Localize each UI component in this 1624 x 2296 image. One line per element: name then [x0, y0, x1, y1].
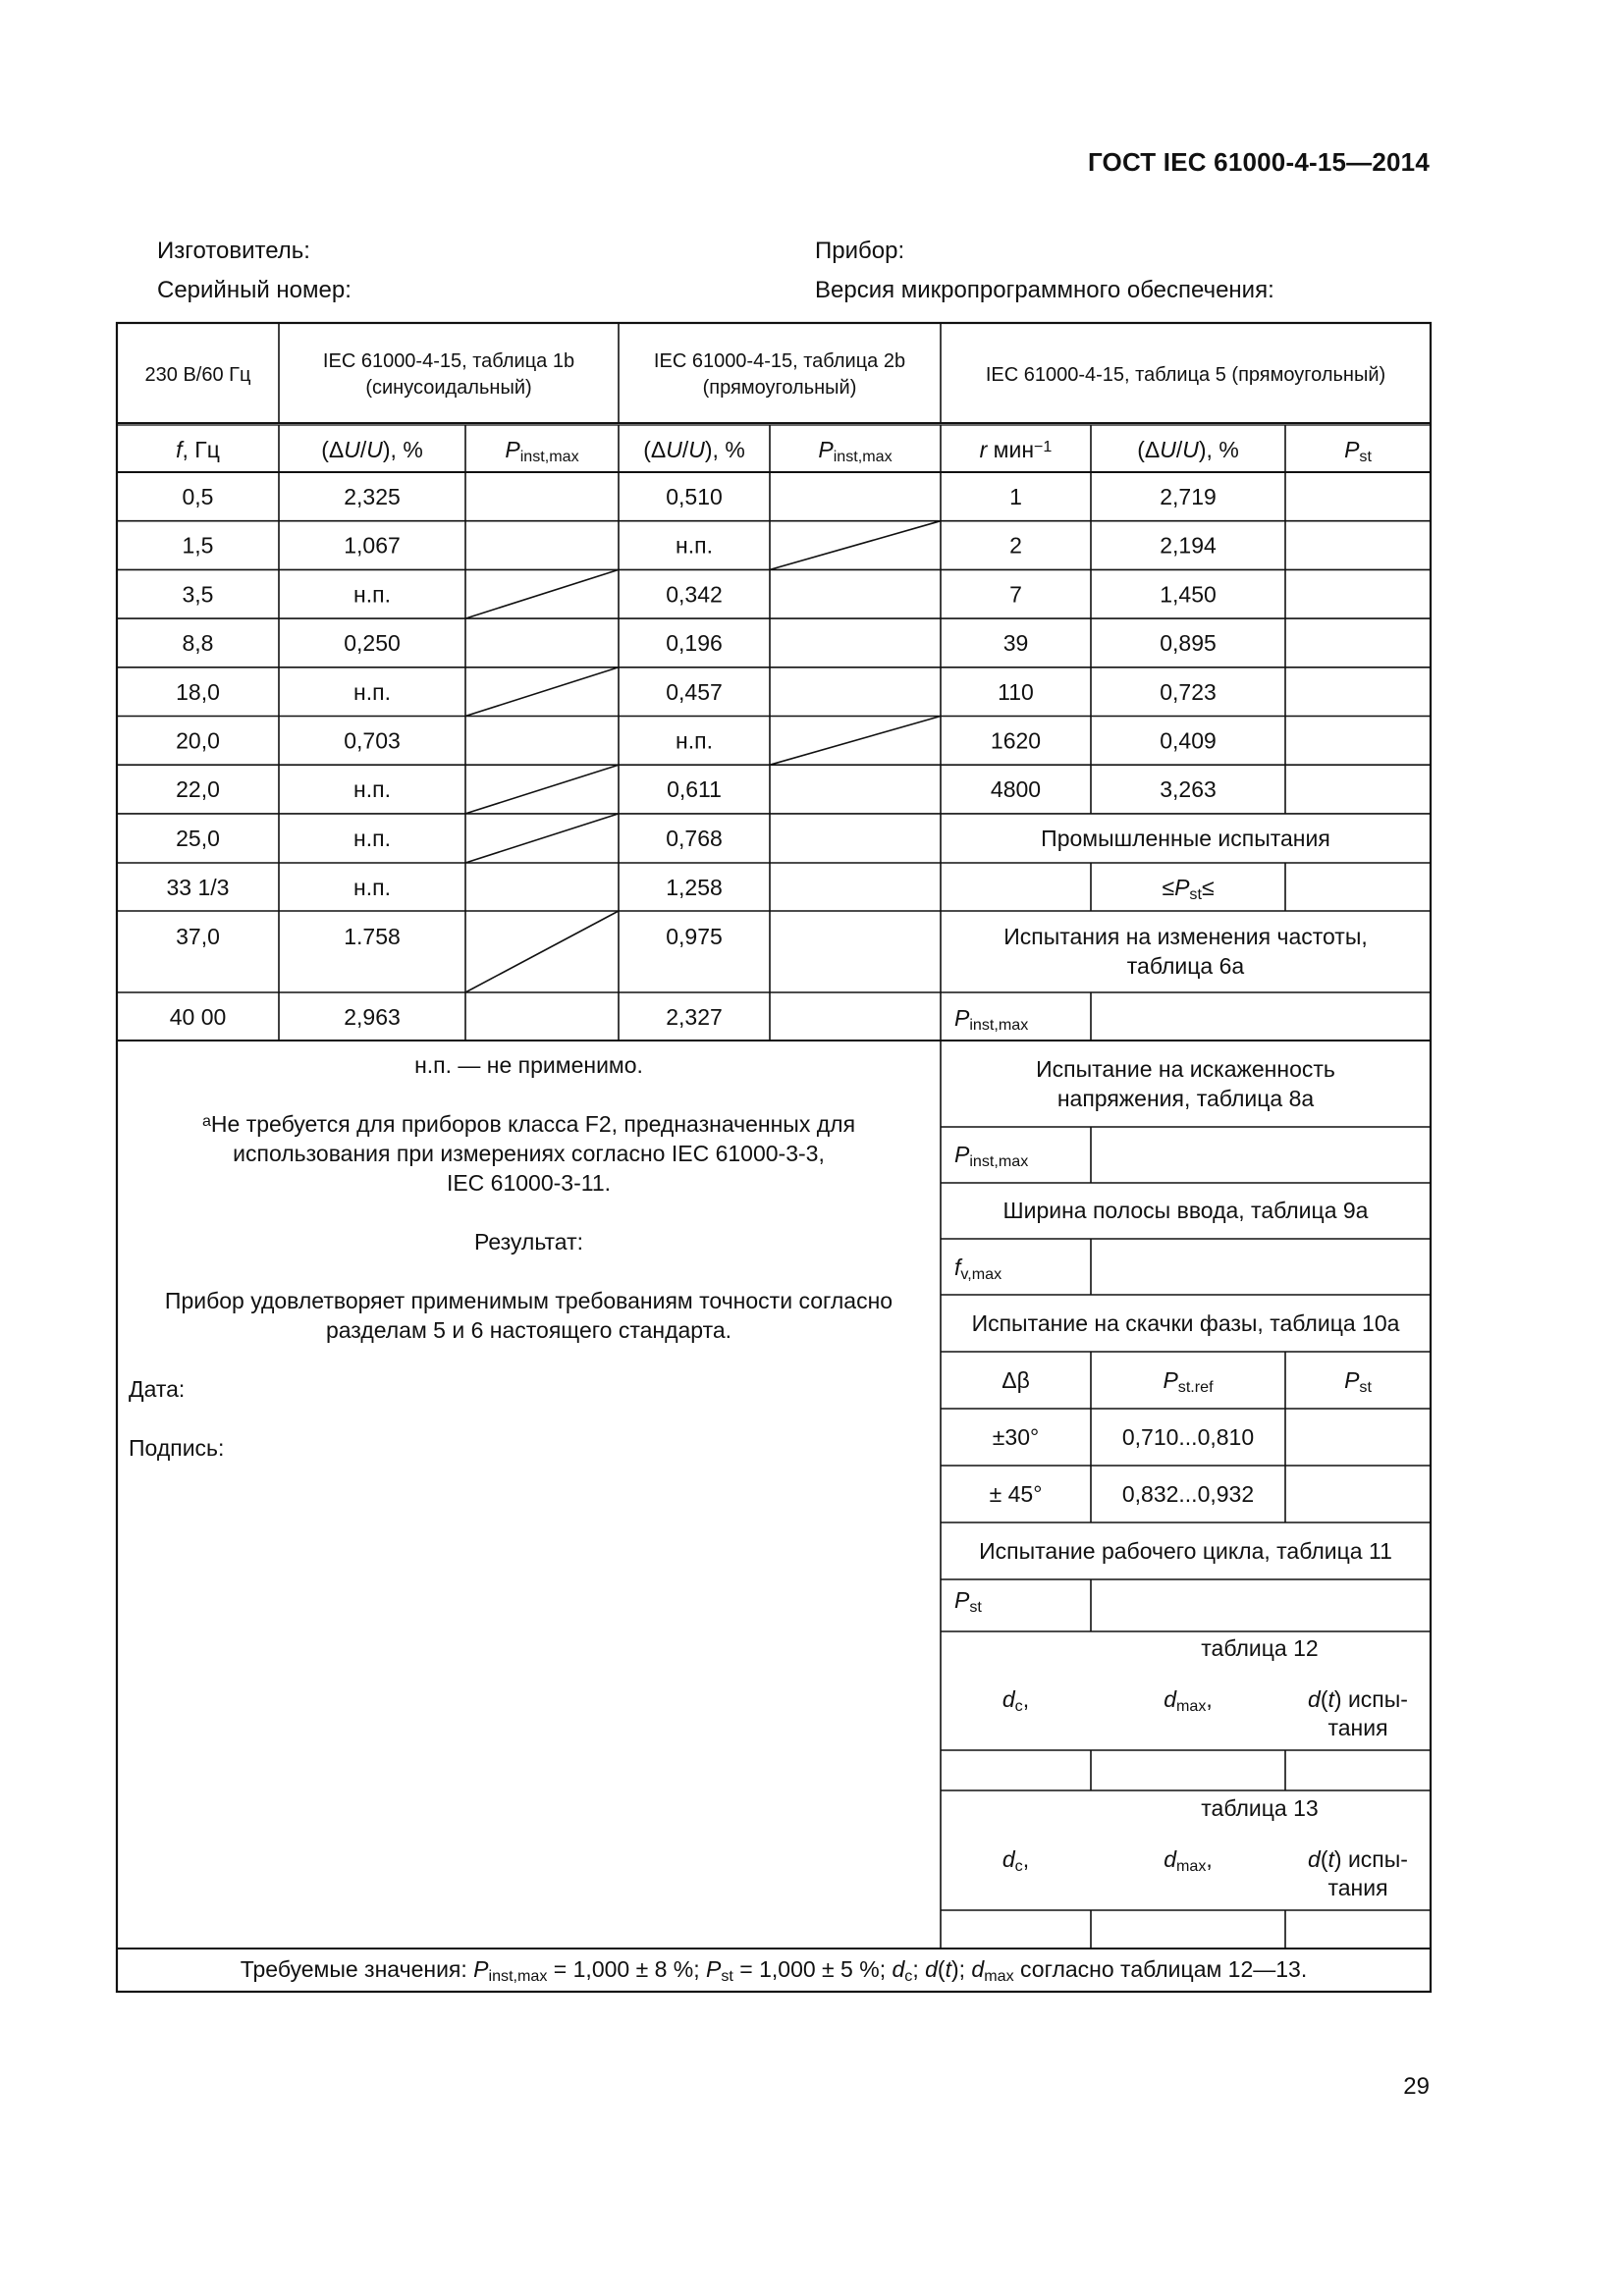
cell-rate: 110 — [998, 678, 1034, 705]
cell-du-2b: 2,327 — [666, 1004, 723, 1030]
serial-number-label: Серийный номер: — [157, 277, 352, 303]
result-label: Результат: — [474, 1229, 583, 1255]
freq-change-table: таблица 6а — [1126, 953, 1245, 979]
table-texts — [129, 350, 1408, 1985]
distortion-label: Испытание на искаженность — [1036, 1056, 1335, 1082]
cell-rate: 4800 — [990, 776, 1042, 803]
cell-rate: 1620 — [990, 727, 1042, 754]
cell-du-5: 1,450 — [1160, 581, 1217, 608]
distortion-pinst: Pinst,max — [954, 1142, 1029, 1171]
phase-angle: ± 45° — [989, 1481, 1043, 1507]
duty-cycle-label: Испытание рабочего цикла, таблица 11 — [979, 1538, 1392, 1564]
not-applicable-strike — [465, 911, 619, 992]
table-13-label: таблица 13 — [1201, 1795, 1319, 1821]
cell-rate: 2 — [1009, 532, 1022, 559]
not-applicable-strike — [465, 667, 619, 717]
note-not-applicable: н.п. — не применимо. — [414, 1052, 643, 1078]
page-number: 29 — [1403, 2073, 1430, 2100]
cell-frequency: 25,0 — [176, 825, 220, 851]
col-pinst-1b: Pinst,max — [505, 437, 579, 466]
dt-label-line-2: тания — [1327, 1715, 1388, 1740]
footnote-line-2: использования при измерениях согласно IEC 61000-3-3, — [233, 1141, 825, 1166]
cell-rate: 7 — [1009, 581, 1022, 608]
required-values-footer: Требуемые значения: Pinst,max = 1,000 ± 8 %; Pst = 1,000 ± 5 %; dc; d(t); dmax согласно таблицам 12—13. — [240, 1956, 1308, 1986]
cell-du-1b: 0,703 — [344, 727, 401, 754]
date-label: Дата: — [129, 1376, 186, 1402]
col-frequency: f, Гц — [176, 437, 220, 462]
table-2b-subtitle: (прямоугольный) — [702, 377, 857, 399]
bandwidth-fv: fv,max — [954, 1255, 1002, 1284]
not-applicable-strike — [465, 765, 619, 814]
cell-frequency: 18,0 — [176, 678, 220, 705]
cell-du-2b: 1,258 — [666, 875, 723, 900]
cell-du-2b: 0,342 — [666, 581, 723, 608]
not-applicable-strike — [465, 569, 619, 618]
phase-jump-label: Испытание на скачки фазы, таблица 10а — [971, 1310, 1400, 1336]
cell-du-1b: н.п. — [353, 875, 391, 900]
cell-frequency: 3,5 — [182, 581, 214, 608]
cell-frequency: 8,8 — [182, 630, 214, 657]
cell-frequency: 33 1/3 — [166, 875, 230, 900]
col-pinst-2b: Pinst,max — [818, 437, 893, 466]
phase-ref-range: 0,710...0,810 — [1121, 1424, 1255, 1450]
cell-du-1b: 2,325 — [344, 484, 401, 509]
cell-du-1b: н.п. — [353, 776, 391, 803]
cell-du-1b: 1,067 — [344, 532, 401, 559]
cell-du-1b: н.п. — [353, 581, 391, 608]
cell-du-5: 0,895 — [1160, 630, 1217, 657]
table-2b-title: IEC 61000-4-15, таблица 2b — [653, 350, 906, 372]
cell-du-1b: 1.758 — [344, 924, 401, 949]
dt-label: d(t) испы- — [1308, 1686, 1408, 1712]
col-du-2b: (ΔU/U), % — [643, 437, 745, 462]
phase-angle: ±30° — [992, 1424, 1040, 1450]
cell-du-2b: 0,457 — [666, 678, 723, 705]
cell-du-1b: 0,250 — [344, 630, 401, 657]
col-pst-5: Pst — [1344, 437, 1372, 466]
col-du-5: (ΔU/U), % — [1137, 437, 1239, 462]
footnote-line-3: IEC 61000-3-11. — [446, 1170, 612, 1196]
table-1b-title: IEC 61000-4-15, таблица 1b — [322, 350, 575, 372]
firmware-version-label: Версия микропрограммного обеспечения: — [815, 277, 1274, 303]
cell-frequency: 20,0 — [176, 727, 220, 754]
cell-du-2b: 0,196 — [666, 630, 723, 657]
col-du-1b: (ΔU/U), % — [321, 437, 423, 462]
cell-rate: 1 — [1009, 484, 1022, 509]
phase-ref-range: 0,832...0,932 — [1121, 1481, 1255, 1507]
cell-du-2b: 0,768 — [666, 825, 723, 851]
cell-du-2b: н.п. — [676, 727, 713, 754]
dc-label: dc, — [1001, 1846, 1030, 1876]
manufacturer-label: Изготовитель: — [157, 238, 310, 264]
document-header: ГОСТ IEC 61000-4-15—2014 — [1087, 147, 1430, 177]
dt-label-line-2: тания — [1327, 1875, 1388, 1900]
table-12-label: таблица 12 — [1201, 1635, 1319, 1661]
cell-du-5: 2,719 — [1160, 484, 1217, 509]
table-5-title: IEC 61000-4-15, таблица 5 (прямоугольный) — [985, 364, 1386, 386]
phase-delta-beta: Δβ — [1001, 1367, 1030, 1393]
cell-rate: 39 — [1002, 630, 1029, 657]
cell-du-5: 0,723 — [1160, 678, 1217, 705]
table-1b-subtitle: (синусоидальный) — [365, 377, 532, 399]
cell-frequency: 0,5 — [182, 484, 214, 509]
freq-change-label: Испытания на изменения частоты, — [1003, 924, 1368, 949]
supply-label: 230 В/60 Гц — [144, 364, 251, 386]
cell-frequency: 37,0 — [176, 924, 220, 949]
cell-du-5: 0,409 — [1160, 727, 1217, 754]
result-text-line-2: разделам 5 и 6 настоящего стандарта. — [325, 1317, 732, 1343]
dt-label: d(t) испы- — [1308, 1846, 1408, 1872]
phase-pst: Pst — [1344, 1367, 1372, 1397]
cell-frequency: 22,0 — [176, 776, 220, 803]
col-rate: r мин−1 — [979, 437, 1053, 462]
cell-du-2b: 0,975 — [666, 924, 723, 949]
result-text-line-1: Прибор удовлетворяет применимым требованиям точности согласно — [164, 1288, 893, 1313]
industrial-tests-label: Промышленные испытания — [1041, 825, 1330, 851]
distortion-table: напряжения, таблица 8а — [1056, 1086, 1315, 1111]
cell-du-2b: 0,611 — [667, 776, 722, 803]
bandwidth-label: Ширина полосы ввода, таблица 9а — [1002, 1198, 1369, 1223]
cell-frequency: 40 00 — [169, 1004, 227, 1030]
phase-pst-ref: Pst.ref — [1163, 1367, 1214, 1397]
freq-change-pinst: Pinst,max — [954, 1005, 1029, 1035]
dmax-label: dmax, — [1164, 1846, 1213, 1876]
cell-du-1b: н.п. — [353, 678, 391, 705]
footnote-line-1: aНе требуется для приборов класса F2, предназначенных для — [201, 1111, 856, 1137]
cell-du-1b: 2,963 — [344, 1004, 401, 1030]
signature-label: Подпись: — [129, 1435, 225, 1461]
cell-du-2b: н.п. — [676, 532, 713, 559]
cell-du-2b: 0,510 — [666, 484, 723, 509]
not-applicable-strike — [465, 814, 619, 863]
dc-label: dc, — [1001, 1686, 1030, 1716]
cell-frequency: 1,5 — [182, 532, 214, 559]
device-label: Прибор: — [815, 238, 905, 264]
dmax-label: dmax, — [1164, 1686, 1213, 1716]
pst-range-label: ≤Pst≤ — [1162, 875, 1215, 904]
cell-du-1b: н.п. — [353, 825, 391, 851]
cell-du-5: 3,263 — [1160, 776, 1217, 803]
cell-du-5: 2,194 — [1160, 532, 1217, 559]
not-applicable-strike — [770, 717, 941, 766]
not-applicable-strike — [770, 521, 941, 570]
duty-cycle-pst: Pst — [954, 1587, 982, 1617]
